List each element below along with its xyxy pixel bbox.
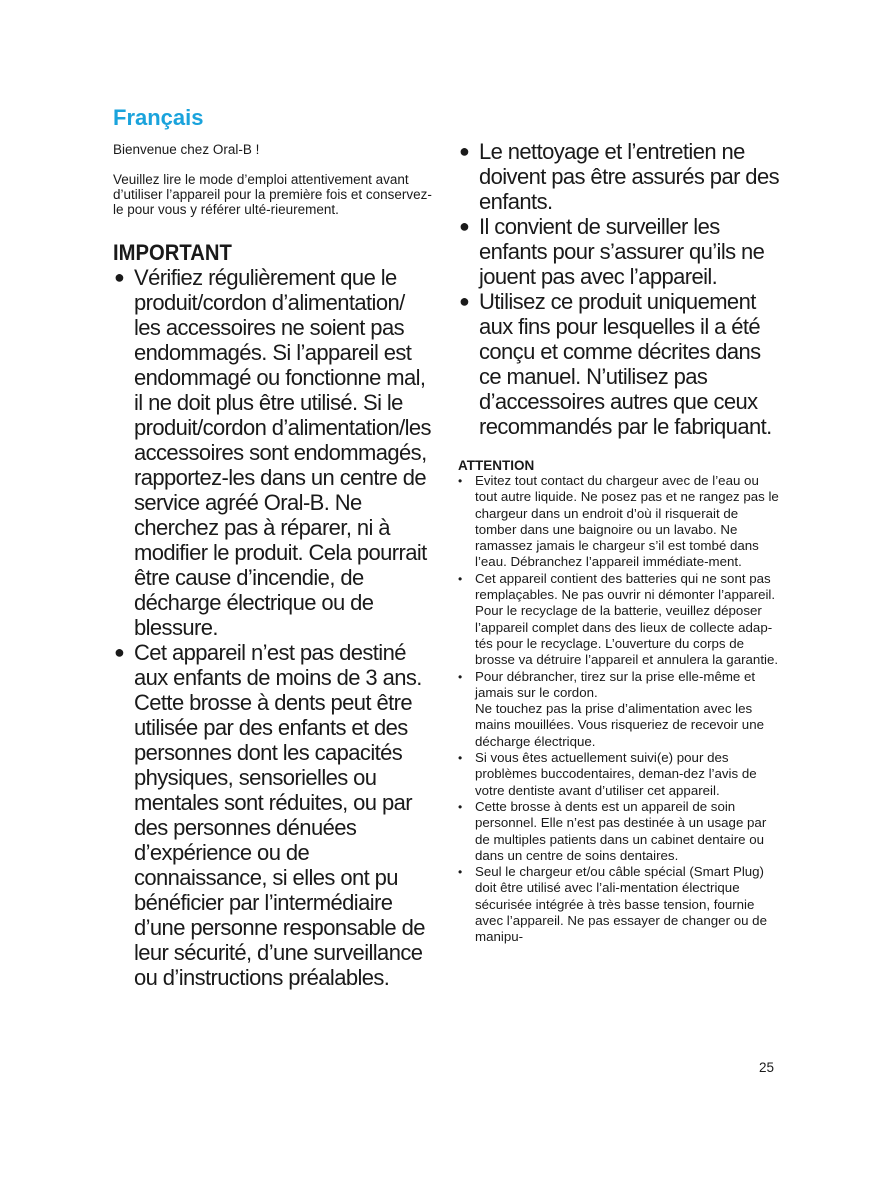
bullet-icon: • [458,799,463,814]
list-item: • Seul le chargeur et/ou câble spécial (Smart Plug) doit être utilisé avec l’ali-mentation électrique sécurisée intégrée à très basse tension, fournie avec l’appareil. Ne pas essayer de changer ou de manipu- [458,864,767,945]
list-item: ● Utilisez ce produit uniquement aux fins pour lesquelles il a été conçu et comme décrites dans ce manuel. N’utilisez pas d’accessoires autres que ceux recommandés par le fabriquant. [459,289,772,439]
attention-heading: ATTENTION [458,458,535,473]
list-item: • Cet appareil contient des batteries qui ne sont pas remplaçables. Ne pas ouvrir ni démonter l’appareil. Pour le recyclage de la batterie, veuillez déposer l’appareil complet dans des lieux de collecte adap-tés pour le recyclage. L’ouverture du corps de brosse va détruire l’appareil et annulera la garantie. [458,570,779,668]
bullet-icon: ● [459,216,470,236]
welcome-text: Bienvenue chez Oral-B ! [113,142,260,157]
bullet-icon: • [458,571,463,586]
important-list-left [113,265,435,990]
list-item: • Evitez tout contact du chargeur avec de l’eau ou tout autre liquide. Ne posez pas et ne rangez pas le chargeur dans un endroit d’où il risquerait de tomber dans une baignoire ou un lavabo. Ne ramassez jamais le chargeur s’il est tombé dans l’eau. Débranchez l’appareil immédiate-ment. [458,473,779,570]
list-item: ● Vérifiez régulièrement que le produit/cordon d’alimentation/ les accessoires ne soient pas endommagés. Si l’appareil est endommagé ou fonctionne mal, il ne doit plus être utilisé. Si le produit/cordon d’alimentation/les accessoires sont endommagés, rapportez-les dans un centre de service agréé Oral-B. Ne cherchez pas à réparer, ni à modifier le produit. Cela pourrait être cause d’incendie, de décharge électrique ou de blessure. [114,265,431,640]
bullet-icon: • [458,474,463,488]
important-heading: IMPORTANT [113,240,232,265]
bullet-icon: ● [114,642,125,662]
right-column [458,139,780,946]
language-heading: Français [113,105,204,130]
list-item: ● Cet appareil n’est pas destiné aux enfants de moins de 3 ans. Cette brosse à dents peut être utilisée par des enfants et des personnes dont les capacités physiques, sensorielles ou mentales sont réduites, ou par des personnes dénuées d’expérience ou de connaissance, si elles ont pu bénéficier par l’intermédiaire d’une personne responsable de leur sécurité, d’une surveillance ou d’instructions préalables. [114,640,425,990]
bullet-icon: ● [114,267,125,287]
list-item: • Pour débrancher, tirez sur la prise elle-même et jamais sur le cordon. Ne touchez pas la prise d’alimentation avec les mains mouillées. Vous risqueriez de recevoir une décharge électrique. [458,668,764,749]
bullet-icon: ● [459,141,470,161]
list-item: • Si vous êtes actuellement suivi(e) pour des problèmes buccodentaires, deman-dez l’avis de votre dentiste avant d’utiliser cet appareil. [458,750,757,798]
intro-text: Veuillez lire le mode d’emploi attentivement avant d’utiliser l’appareil pour la première fois et conservez-le pour vous y référer ulté-rieurement. [113,172,432,217]
attention-list [458,473,780,946]
bullet-icon: ● [459,291,470,311]
list-item: ● Le nettoyage et l’entretien ne doivent pas être assurés par des enfants. [459,139,779,214]
page-number: 25 [758,1060,774,1075]
bullet-icon: • [458,865,463,880]
bullet-icon: • [458,669,463,684]
important-list-right [458,139,780,439]
left-column [113,104,435,990]
bullet-icon: • [458,751,463,766]
list-item: ● Il convient de surveiller les enfants pour s’assurer qu’ils ne jouent pas avec l’appareil. [459,214,765,289]
list-item: • Cette brosse à dents est un appareil de soin personnel. Elle n’est pas destinée à un usage par de multiples patients dans un cabinet dentaire ou dans un centre de soins dentaires. [458,798,767,863]
